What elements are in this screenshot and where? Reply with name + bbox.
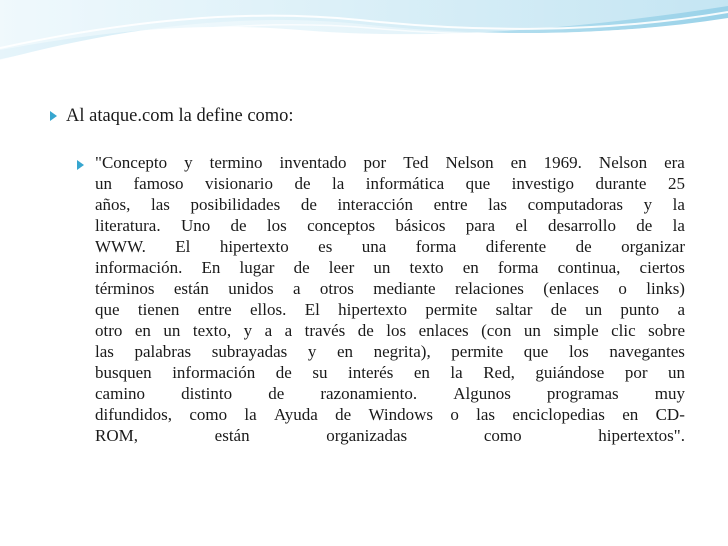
header-wave-decoration: [0, 0, 728, 80]
paragraph-line: "Concepto y termino inventado por Ted Nelson en 1969. Nelson era: [95, 153, 685, 172]
paragraph-line: otro en un texto, y a a través de los enlaces (con un simple clic sobre: [95, 321, 685, 340]
paragraph-line: WWW. El hipertexto es una forma diferente de organizar: [95, 237, 685, 256]
paragraph-line: camino distinto de razonamiento. Algunos programas muy: [95, 384, 685, 403]
paragraph-line: busquen información de su interés en la Red, guiándose por un: [95, 363, 685, 382]
quote-paragraph: [95, 152, 685, 446]
paragraph-line: difundidos, como la Ayuda de Windows o las enciclopedias en CD-: [95, 405, 685, 424]
paragraph-line: que tienen entre ellos. El hipertexto permite saltar de un punto a: [95, 300, 685, 319]
paragraph-line: las palabras subrayadas y en negrita), permite que los navegantes: [95, 342, 685, 361]
bullet-icon: [50, 111, 57, 121]
slide-heading: Al ataque.com la define como:: [66, 106, 294, 126]
paragraph-line: términos están unidos a otros mediante relaciones (enlaces o links): [95, 279, 685, 298]
paragraph-line: información. En lugar de leer un texto en forma continua, ciertos: [95, 258, 685, 277]
paragraph-line: literatura. Uno de los conceptos básicos para el desarrollo de la: [95, 216, 685, 235]
sub-bullet-icon: [77, 160, 84, 170]
paragraph-line: ROM, están organizadas como hipertextos".: [95, 426, 685, 445]
paragraph-line: años, las posibilidades de interacción entre las computadoras y la: [95, 195, 685, 214]
paragraph-line: un famoso visionario de la informática que investigo durante 25: [95, 174, 685, 193]
